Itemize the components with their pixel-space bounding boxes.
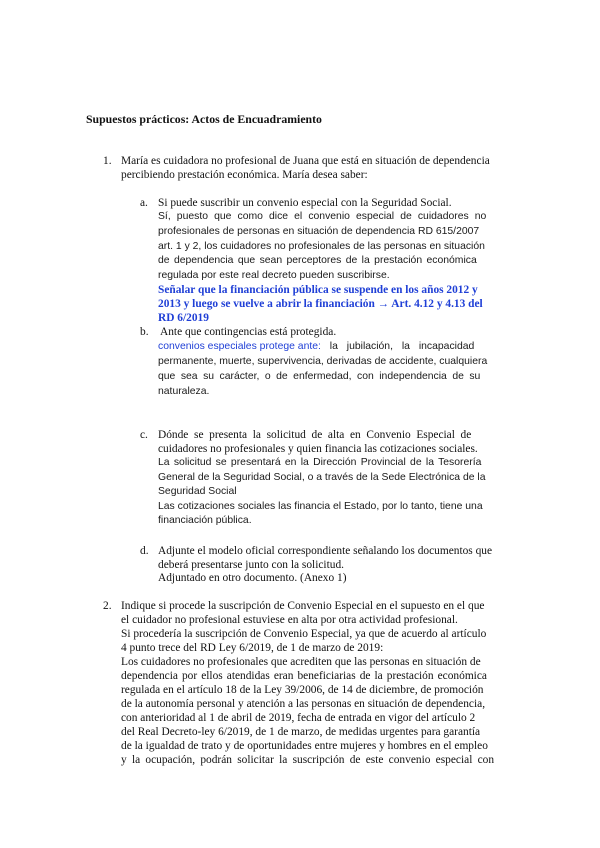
answer-1b-line-1 <box>158 340 474 355</box>
question-1-line-2: percibiendo prestación económica. María desea saber: <box>121 169 368 181</box>
answer-2-line-4: dependencia por ellos atendidas eran beneficiarias de la prestación económica <box>121 670 487 682</box>
answer-1b-line-2: permanente, muerte, supervivencia, derivadas de accidente, cualquiera <box>158 356 488 367</box>
answer-1d: Adjuntado en otro documento. (Anexo 1) <box>158 572 347 584</box>
item-letter-a: a. <box>140 197 148 209</box>
answer-2-line-6: de la autonomía personal y atención a las personas en situación de dependencia, <box>121 698 486 710</box>
answer-2-line-2: 4 punto trece del RD Ley 6/2019, de 1 de marzo de 2019: <box>121 642 384 654</box>
answer-1b-line-3: que sea su carácter, o de enfermedad, con independencia de su <box>158 371 481 382</box>
answer-1a-line-1: Sí, puesto que como dice el convenio especial de cuidadores no <box>158 211 487 222</box>
question-2-line-1: Indique si procede la suscripción de Convenio Especial en el supuesto en el que <box>121 600 485 612</box>
answer-1c-line-3: Seguridad Social <box>158 486 237 497</box>
question-1d-line-1: Adjunte el modelo oficial correspondiente señalando los documentos que <box>158 545 493 557</box>
note-1a-line-3: RD 6/2019 <box>158 312 209 324</box>
question-1c-line-1: Dónde se presenta la solicitud de alta en Convenio Especial de <box>158 429 472 441</box>
answer-1c-line-5: financiación pública. <box>158 515 252 526</box>
answer-2-line-5: regulada en el artículo 18 de la Ley 39/2006, de 14 de diciembre, de promoción <box>121 684 484 696</box>
answer-1a-line-4: de dependencia que sean perceptores de la prestación económica <box>158 255 477 266</box>
item-letter-b: b. <box>140 326 149 338</box>
question-2-line-2: el cuidador no profesional estuviese en alta por otra actividad profesional. <box>121 614 458 626</box>
list-number-2: 2. <box>103 600 112 612</box>
item-letter-d: d. <box>140 545 149 557</box>
answer-1a-line-5: regulada por este real decreto pueden suscribirse. <box>158 270 390 281</box>
answer-1b-line-4: naturaleza. <box>158 386 210 397</box>
answer-1c-line-1: La solicitud se presentará en la Dirección Provincial de la Tesorería <box>158 457 482 468</box>
question-1b: Ante que contingencias está protegida. <box>160 326 337 338</box>
question-1a: Si puede suscribir un convenio especial con la Seguridad Social. <box>158 197 452 209</box>
answer-2-line-10: y la ocupación, podrán solicitar la suscripción de este convenio especial con <box>121 754 495 766</box>
answer-2-line-7: con anterioridad al 1 de abril de 2019, fecha de entrada en vigor del artículo 2 <box>121 712 476 724</box>
note-1a-line-2: 2013 y luego se vuelve a abrir la financiación → Art. 4.12 y 4.13 del <box>158 298 483 310</box>
page-title: Supuestos prácticos: Actos de Encuadramiento <box>86 112 322 126</box>
answer-1b-lead: convenios especiales protege ante: <box>158 341 321 352</box>
list-number-1: 1. <box>103 155 112 167</box>
note-1a-line-1: Señalar que la financiación pública se suspende en los años 2012 y <box>158 284 478 296</box>
answer-1c-line-4: Las cotizaciones sociales las financia el Estado, por lo tanto, tiene una <box>158 501 483 512</box>
answer-2-line-9: de la igualdad de trato y de oportunidades entre mujeres y hombres en el empleo <box>121 740 488 752</box>
question-1c-line-2: cuidadores no profesionales y quien financia las cotizaciones sociales. <box>158 443 478 455</box>
answer-2-line-8: del Real Decreto-ley 6/2019, de 1 de marzo, de medidas urgentes para garantía <box>121 726 481 738</box>
answer-1b-first-rest: la jubilación, la incapacidad <box>320 341 475 352</box>
answer-1a-line-3: art. 1 y 2, los cuidadores no profesionales de las personas en situación <box>158 241 485 252</box>
question-1d-line-2: deberá presentarse junto con la solicitud. <box>158 559 344 571</box>
answer-1c-line-2: General de la Seguridad Social, o a través de la Sede Electrónica de la <box>158 472 486 483</box>
question-1-line-1: María es cuidadora no profesional de Juana que está en situación de dependencia <box>121 155 490 167</box>
item-letter-c: c. <box>140 429 148 441</box>
answer-2-line-1: Si procedería la suscripción de Convenio Especial, ya que de acuerdo al artículo <box>121 628 487 640</box>
answer-1a-line-2: profesionales de personas en situación de dependencia RD 615/2007 <box>158 226 480 237</box>
answer-2-line-3: Los cuidadores no profesionales que acrediten que las personas en situación de <box>121 656 481 668</box>
